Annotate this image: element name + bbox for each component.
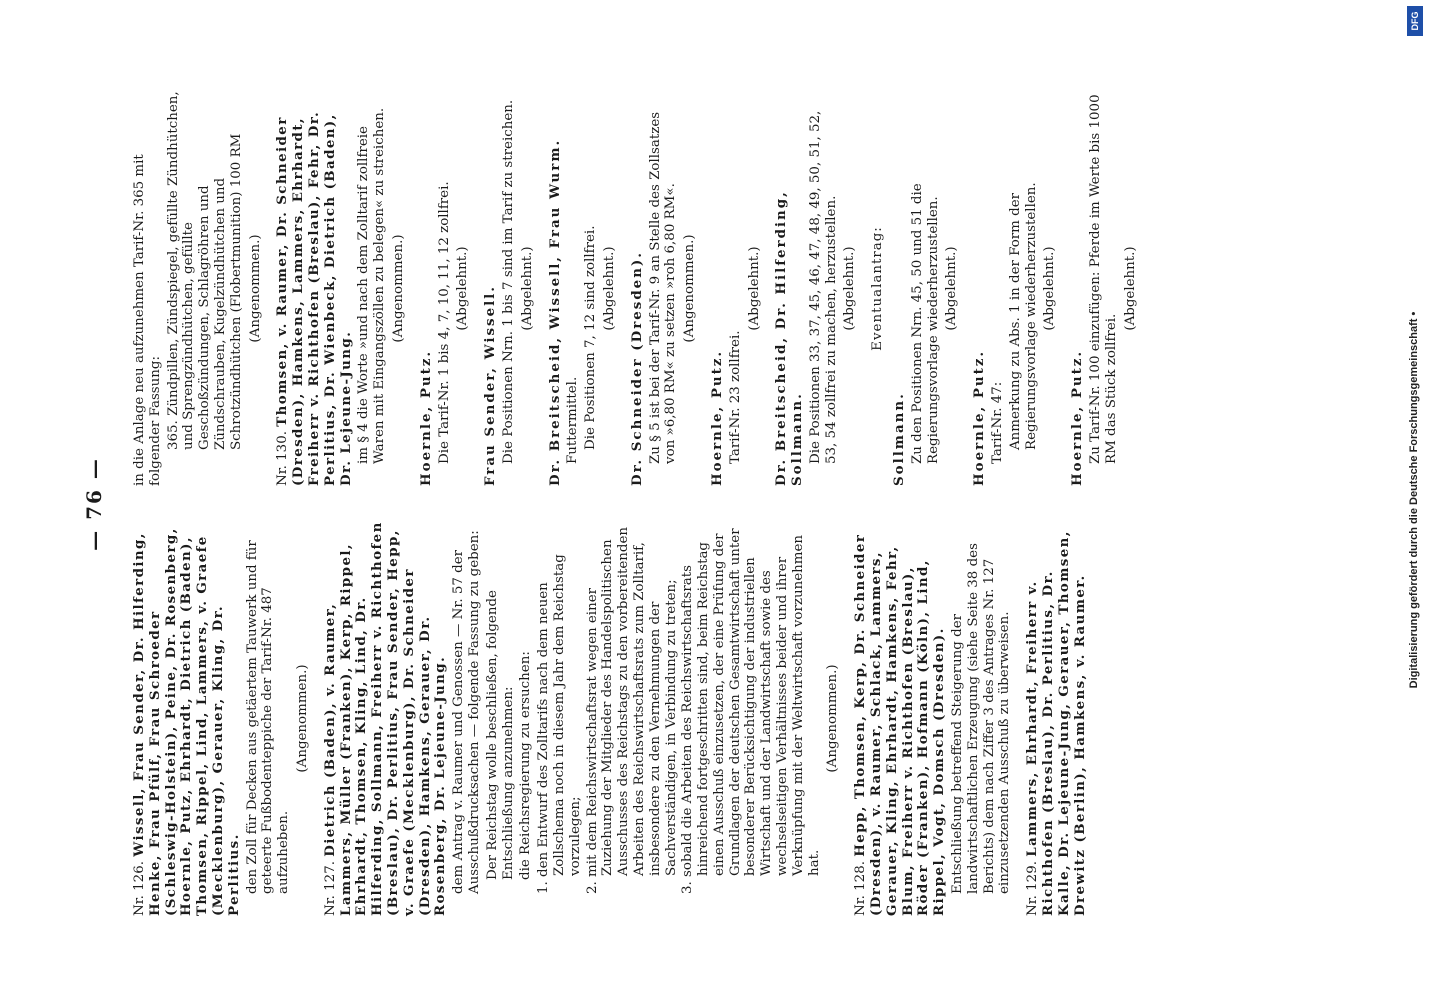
motion-signatories: Lammers, Ehrhardt, Freiherr v. Richthofen (Breslau), Dr. Perlitius, Dr. Kalle, Dr. Lejeune-Jung, Gerauer, Thomsen, Drewitz (Berlin), Hamkens, v. Raumer. [1024,530,1088,916]
motion-signatories: Thomsen, v. Raumer, Dr. Schneider (Dresden), Hamkens, Lammers, Ehrhardt, Freiherr v. Richthofen (Breslau), Fehr, Dr. Perlitius, Dr. Wienbeck, Dietrich (Baden), Dr. Lejeune-Jung. [274,110,354,486]
motion-result: (Abgelehnt.) [455,246,471,331]
motion-breitscheid-hilferding [774,91,858,486]
motion-result: (Abgelehnt.) [1122,246,1138,331]
motion-129 [1025,521,1088,916]
motion-text: Zu den Positionen Nrn. 45, 50 und 51 die Regierungsvorlage wiederherzustellen. [909,183,941,464]
motion-signatories: Dr. Breitscheid, Dr. Hilferding, Sollmann. [773,190,806,486]
motion-128 [853,521,1013,916]
motion-signatories: Sollmann. [891,392,908,486]
motion-signatories: Dr. Breitscheid, Wissell, Frau Wurm. [546,138,563,486]
page-number: — 76 — [82,457,106,551]
credit-text: Digitalisierung gefördert durch die Deutsche Forschungsgemeinschaft • [1408,311,1420,689]
motion-text: den Zoll für Decken aus getäertem Tauwerk und für geteerte Fußbodenteppiche der Tarif-Nr. 487 aufzuheben. [244,540,292,894]
right-column [132,91,1150,486]
motion-result: (Abgelehnt.) [842,246,858,331]
motion-sender-wissell [483,91,535,486]
motion-result: (Abgelehnt.) [746,246,762,331]
motion-result: (Angenommen.) [390,234,406,343]
motion-text: Anmerkung zu Abs. 1 in der Form der Regierungsvorlage wiederherzustellen. [1007,182,1039,450]
motion-number: Nr. 129. [1025,861,1041,916]
motion-number: Nr. 130. [275,431,291,486]
list-item: 1. den Entwurf des Zolltarifs nach dem neuen Zollschema noch in diesem Jahr dem Reichstag vorzulegen; [536,554,583,894]
motion-text: Zu § 5 ist bei der Tarif-Nr. 9 an Stelle des Zollsatzes von »6,80 RM« zu setzen »roh 6,80 RM«. [647,111,679,464]
motion-signatories: Hoernle, Putz. [971,349,988,486]
motion-label: Tarif-Nr. 47: [990,381,1006,464]
left-column [132,521,1100,916]
motion-number: Nr. 127. [322,861,338,916]
document-page [82,84,1282,924]
motion-signatories: Dr. Schneider (Dresden). [628,251,645,486]
dfg-logo-icon [1407,6,1423,36]
motion-sollmann [892,91,960,486]
dfg-logo-text: DFG [1410,11,1420,31]
motion-signatories: Dietrich (Baden), v. Raumer, Lammers, Müller (Franken), Kerp, Rippel, Ehrhardt, Thomsen, Kling, Lind, Dr. Hilferding, Sollmann, Freiherr v. Richthofen (Breslau), Dr. Perlitius, Frau Sender, Hepp, v. Graefe (Mecklenburg), Dr. Schneider (Dresden), Hamkens, Gerauer, Dr. Rosenberg, Dr. Lejeune-Jung. [321,521,449,916]
motion-text: dem Antrag v. Raumer und Genossen — Nr. 57 der Ausschußdrucksachen — folgende Fassung zu geben: [451,530,482,894]
motion-text: im § 4 die Worte »und nach dem Zolltarif zollfreie Waren mit Eingangszöllen zu belegen« zu streichen. [356,107,388,464]
list-item: 2. mit dem Reichswirtschaftsrat wegen einer Zuziehung der Mitglieder des Handelspolitischen Ausschusses des Reichstags zu den vorbereitenden Arbeiten des Reichswirtschaftsrats zum Zolltarif, insbesondere zu den Vernehmungen der Sachverständigen, in Verbindung zu treten; [584,526,679,894]
motion-result: (Abgelehnt.) [1042,246,1058,331]
tariff-365: 365. Zündpillen, Zündspiegel, gefüllte Zündhütchen, und Sprengzündhütchen, gefüllte Geschoßzündungen, Schlagröhren und Zündschrauben, Kugelzündhütchen und Schrotzündhütchen (Flobertmunition) 100 RM [165,91,244,450]
motion-hoernle-putz-1 [419,91,471,486]
quote-lead: die Reichsregierung zu ersuchen: [518,651,534,880]
motion-result: (Abgelehnt.) [519,246,535,331]
motion-129-continued [132,91,263,486]
motion-number: Nr. 126. [132,861,147,916]
motion-hoernle-putz-4 [1070,91,1138,486]
motion-signatories: Hoernle, Putz. [708,349,725,486]
motion-signatories: Wissell, Frau Sender, Dr. Hilferding, Henke, Frau Pfülf, Frau Schroeder (Schleswig-Holstein), Peine, Dr. Rosenberg, Hoernle, Putz, Ehrhardt, Dietrich (Baden), Thomsen, Rippel, Lind, Lammers, v. Graefe (Mecklenburg), Gerauer, Kling, Dr. Perlitius. [131,527,242,916]
motion-result: (Angenommen.) [294,664,310,773]
digitization-credit [1394,0,1434,1000]
motion-text: Die Positionen Nrn. 1 bis 7 sind im Tarif zu streichen. [500,99,516,464]
motion-126 [132,521,311,916]
motion-130 [275,91,406,486]
motion-result: (Angenommen.) [247,234,263,343]
motion-text: Die Positionen 33, 37, 45, 46, 47, 48, 49, 50, 51, 52, 53, 54 zollfrei zu machen, herzustellen. [807,110,839,464]
eventual-heading: Eventualantrag: [870,226,886,351]
quote-intro: Der Reichstag wolle beschließen, folgende Entschließung anzunehmen: [484,590,516,880]
motion-text: Zu Tarif-Nr. 100 einzufügen: Pferde im Werte bis 1000 RM das Stück zollfrei. [1088,94,1119,464]
motion-breitscheid-wurm [548,91,618,486]
motion-label: Futtermittel. [565,376,581,464]
motion-text: Die Tarif-Nr. 1 bis 4, 7, 10, 11, 12 zollfrei. [436,181,452,464]
motion-text: Tarif-Nr. 23 zollfrei. [727,330,743,464]
motion-text: Entschließung betreffend Steigerung der landwirtschaftlichen Erzeugung (siehe Seite 38 des Berichts) dem nach Ziffer 3 des Antrages Nr. 127 einzusetzenden Ausschuß zu überweisen. [950,543,1013,894]
motion-result: (Abgelehnt.) [601,246,617,331]
list-item: 3. sobald die Arbeiten des Reichswirtschaftsrats hinreichend fortgeschritten sind, beim Reichstag einen Ausschuß einzusetzen, der eine Prüfung der Grundlagen der deutschen Gesamtwirtschaft unter besonderer Berücksichtigung der industriellen Wirtschaft und der Landwirtschaft sowie des wechselseitigen Verhältnisses beider und ihrer Verknüpfung mit der Weltwirtschaft vorzunehmen hat. [680,528,822,894]
motion-127 [323,521,842,916]
motion-schneider [630,91,698,486]
motion-text: Die Positionen 7, 12 sind zollfrei. [583,225,599,450]
motion-result: (Angenommen.) [825,664,841,773]
motion-result: (Angenommen.) [682,234,698,343]
motion-signatories: Frau Sender, Wissell. [482,285,499,486]
motion-signatories: Hoernle, Putz. [417,349,434,486]
motion-text: in die Anlage neu aufzunehmen Tarif-Nr. 365 mit folgender Fassung: [132,154,163,486]
motion-hoernle-putz-3 [972,91,1058,486]
motion-number: Nr. 128. [853,861,869,916]
motion-hoernle-putz-2 [710,91,762,486]
motion-result: (Abgelehnt.) [944,246,960,331]
motion-signatories: Hepp, Thomsen, Kerp, Dr. Schneider (Dresden), v. Raumer, Schlack, Lammers, Gerauer, Kling, Ehrhardt, Hamkens, Fehr, Blum, Freiherr v. Richthofen (Breslau), Röder (Franken), Hofmann (Köln), Lind, Rippel, Vogt, Domsch (Dresden). [852,533,948,916]
motion-signatories: Hoernle, Putz. [1069,349,1086,486]
